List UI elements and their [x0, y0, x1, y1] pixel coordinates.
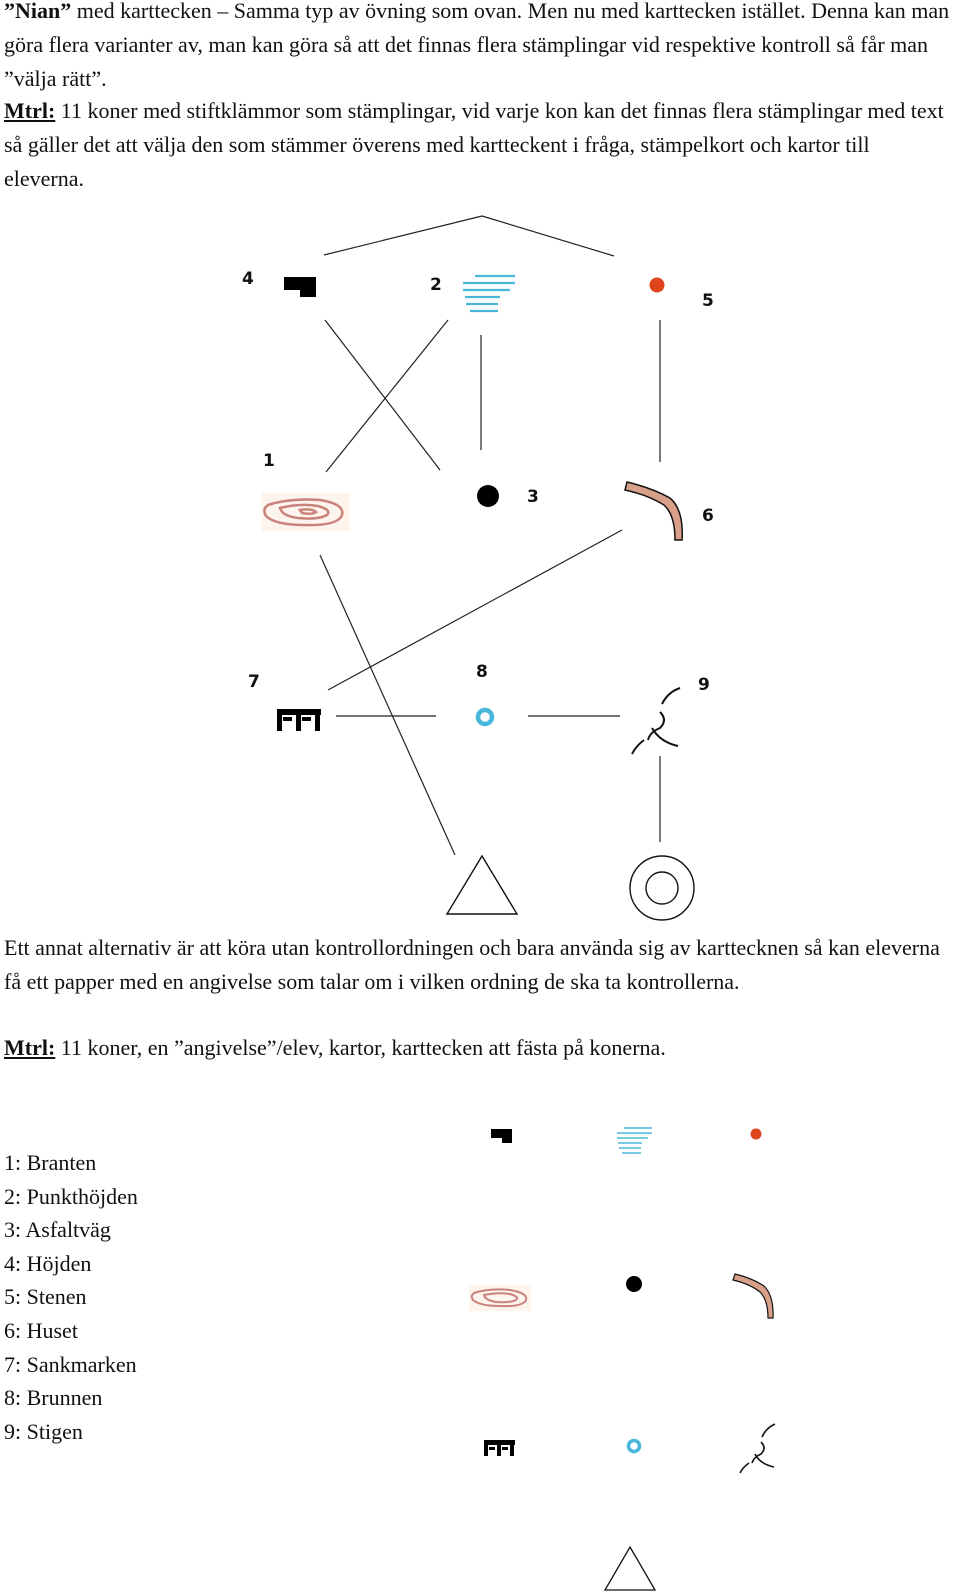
stenen-icon [650, 278, 665, 293]
intro-text: med karttecken – Samma typ av övning som ovan. Men nu med karttecken istället. Denna kan man göra flera varianter av, man kan göra så att det finnas flera stämplingar vid respektive kontroll så får man ”välja rätt”. [4, 0, 950, 91]
sankmarken-icon [277, 709, 321, 731]
answer-item: 7: Sankmarken [4, 1351, 137, 1377]
answer-item: 6: Huset [4, 1317, 78, 1343]
asfaltvag-icon [477, 485, 499, 507]
line-roof-right [482, 216, 614, 256]
huset-icon [625, 482, 682, 540]
sankmarken-small-icon [484, 1440, 515, 1456]
brunnen-icon [478, 710, 492, 724]
start-triangle-icon [447, 856, 517, 914]
branten-small-icon [469, 1285, 531, 1311]
quote-close: ” [60, 0, 72, 23]
hojden-small-icon [491, 1129, 512, 1143]
number-6: 6 [702, 506, 714, 526]
number-1: 1 [263, 451, 275, 471]
punkthojden-small-icon [617, 1128, 652, 1153]
alternative-paragraph: Ett annat alternativ är att köra utan kontrollordningen och bara använda sig av karttecknen så kan eleverna få ett papper med en angivelse som talar om i vilken ordning de ska ta kontrollerna. [4, 935, 940, 994]
material-paragraph-2 [4, 1031, 954, 1065]
line-1-to-start [320, 555, 455, 855]
answer-item: 9: Stigen [4, 1418, 83, 1444]
line-2-to-1 [326, 320, 448, 472]
material-text-1: 11 koner med stiftklämmor som stämplingar, vid varje kon kan det finnas flera stämplingar med text så gäller det att välja den som stämmer överens med kartteckent i fråga, stämpelkort och kartor till eleverna. [4, 98, 944, 191]
huset-small-icon [733, 1274, 773, 1318]
answer-item: 8: Brunnen [4, 1385, 103, 1411]
brunnen-small-icon [629, 1441, 640, 1452]
stigen-icon [632, 688, 680, 754]
material-text-2: 11 koner, en ”angivelse”/elev, kartor, karttecken att fästa på konerna. [55, 1035, 666, 1060]
number-3: 3 [527, 487, 539, 507]
quote-open: ” [4, 0, 15, 23]
punkthojden-icon [463, 276, 515, 311]
material-label-1: Mtrl: [4, 98, 56, 123]
answer-item: 2: Punkthöjden [4, 1183, 138, 1209]
material-label-2: Mtrl: [4, 1035, 56, 1060]
number-4: 4 [242, 269, 254, 289]
start-triangle-small-icon [605, 1547, 655, 1590]
number-8: 8 [476, 662, 488, 682]
answer-item: 3: Asfaltväg [4, 1217, 111, 1243]
number-9: 9 [698, 675, 710, 695]
line-roof-left [324, 216, 482, 255]
answer-item: 1: Branten [4, 1150, 97, 1175]
line-6-to-7 [328, 530, 622, 690]
number-7: 7 [248, 672, 260, 692]
line-4-to-3 [325, 320, 440, 470]
answer-item: 5: Stenen [4, 1284, 87, 1310]
stenen-small-icon [751, 1129, 762, 1140]
number-2: 2 [430, 275, 442, 295]
finish-circle-icon [630, 856, 694, 920]
exercise-name: Nian [15, 0, 61, 23]
asfaltvag-small-icon [626, 1276, 642, 1292]
number-5: 5 [702, 291, 714, 311]
answer-list [4, 1146, 138, 1448]
answer-item: 4: Höjden [4, 1250, 92, 1276]
stigen-small-icon [740, 1424, 775, 1473]
hojden-icon [284, 277, 316, 297]
branten-icon [262, 493, 350, 531]
